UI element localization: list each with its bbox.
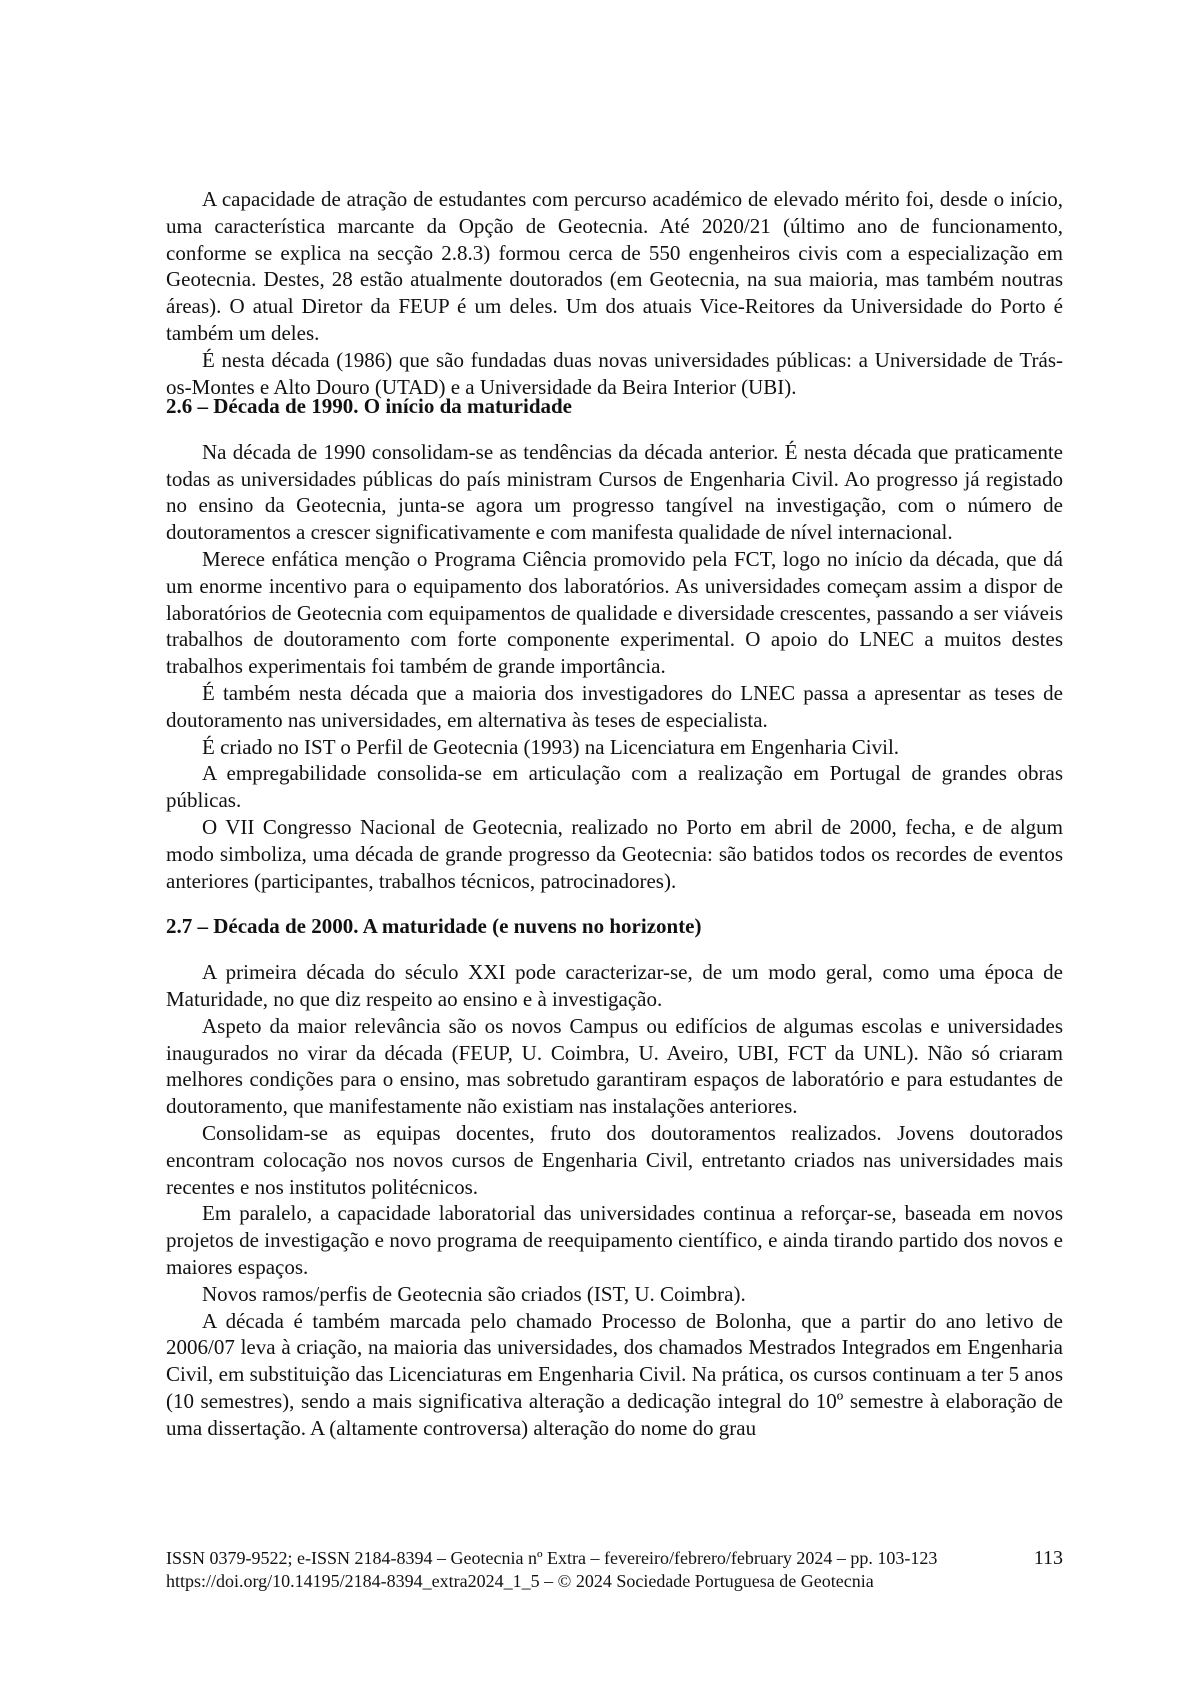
body-paragraph: A década é também marcada pelo chamado Processo de Bolonha, que a partir do ano letivo de 2006/07 leva à criação, na maioria das universidades, dos chamados Mestrados Integrados em Engenharia Civil, em substituição das Licenciaturas em Engenharia Civil. Na prática, os cursos continuam a ter 5 anos (10 semestres), sendo a mais significativa alteração a dedicação integral do 10º semestre à elaboração de uma dissertação. A (altamente controversa) alteração do nome do grau [166,1308,1063,1440]
section-heading: 2.6 – Década de 1990. O início da maturidade [166,394,573,418]
body-paragraph: É criado no IST o Perfil de Geotecnia (1993) na Licenciatura em Engenharia Civil. [202,734,900,759]
section-2-6 [166,439,1063,895]
body-paragraph: Aspeto da maior relevância são os novos Campus ou edifícios de algumas escolas e universidades inaugurados no virar da década (FEUP, U. Coimbra, U. Aveiro, UBI, FCT da UNL). Não só criaram melhores condições para o ensino, mas sobretudo garantiram espaços de laboratório e para estudantes de doutoramento, que manifestamente não existiam nas instalações anteriores. [166,1013,1063,1119]
body-paragraph: A empregabilidade consolida-se em articulação com a realização em Portugal de grandes obras públicas. [166,761,1063,813]
footer-doi: https://doi.org/10.14195/2184-8394_extra2024_1_5 – © 2024 Sociedade Portuguesa de Geotecnia [166,1571,874,1591]
page-body [166,186,1063,1441]
body-paragraph: É nesta década (1986) que são fundadas duas novas universidades públicas: a Universidade de Trás-os-Montes e Alto Douro (UTAD) e a Universidade da Beira Interior (UBI). [166,347,1063,399]
section-2-7 [166,959,1063,1441]
body-paragraph: Em paralelo, a capacidade laboratorial das universidades continua a reforçar-se, baseada em novos projetos de investigação e novo programa de reequipamento científico, e ainda tirando partido dos novos e maiores espaços. [166,1201,1063,1279]
intro-section [166,186,1063,399]
body-paragraph: O VII Congresso Nacional de Geotecnia, realizado no Porto em abril de 2000, fecha, e de algum modo simboliza, uma década de grande progresso da Geotecnia: são batidos todos os recordes de eventos anteriores (participantes, trabalhos técnicos, patrocinadores). [166,814,1063,893]
body-paragraph: Na década de 1990 consolidam-se as tendências da década anterior. É nesta década que praticamente todas as universidades públicas do país ministram Cursos de Engenharia Civil. Ao progresso já registado no ensino da Geotecnia, junta-se agora um progresso tangível na investigação, com o número de doutoramentos a crescer significativamente e com manifesta qualidade de nível internacional. [166,439,1063,545]
body-paragraph: A capacidade de atração de estudantes com percurso académico de elevado mérito foi, desde o início, uma característica marcante da Opção de Geotecnia. Até 2020/21 (último ano de funcionamento, conforme se explica na secção 2.8.3) formou cerca de 550 engenheiros civis com a especialização em Geotecnia. Destes, 28 estão atualmente doutorados (em Geotecnia, na sua maioria, mas também noutras áreas). O atual Diretor da FEUP é um deles. Um dos atuais Vice-Reitores da Universidade do Porto é também um deles. [166,187,1063,345]
page-number: 113 [1033,1547,1063,1569]
section-heading: 2.7 – Década de 2000. A maturidade (e nuvens no horizonte) [166,914,702,939]
body-paragraph: Consolidam-se as equipas docentes, fruto dos doutoramentos realizados. Jovens doutorados encontram colocação nos novos cursos de Engenharia Civil, entretanto criados nas universidades mais recentes e nos institutos politécnicos. [166,1120,1063,1199]
page-footer [166,1547,1063,1593]
body-paragraph: É também nesta década que a maioria dos investigadores do LNEC passa a apresentar as teses de doutoramento nas universidades, em alternativa às teses de especialista. [166,680,1063,732]
body-paragraph: Merece enfática menção o Programa Ciência promovido pela FCT, logo no início da década, que dá um enorme incentivo para o equipamento dos laboratórios. As universidades começam assim a dispor de laboratórios de Geotecnia com equipamentos de qualidade e diversidade crescentes, passando a ser viáveis trabalhos de doutoramento com forte componente experimental. O apoio do LNEC a muitos destes trabalhos experimentais foi também de grande importância. [166,546,1063,679]
body-paragraph: A primeira década do século XXI pode caracterizar-se, de um modo geral, como uma época de Maturidade, no que diz respeito ao ensino e à investigação. [166,960,1063,1011]
footer-issn: ISSN 0379-9522; e-ISSN 2184-8394 – Geotecnia nº Extra – fevereiro/febrero/february 2024 – pp. 103-123 [166,1548,938,1568]
body-paragraph: Novos ramos/perfis de Geotecnia são criados (IST, U. Coimbra). [202,1281,746,1306]
